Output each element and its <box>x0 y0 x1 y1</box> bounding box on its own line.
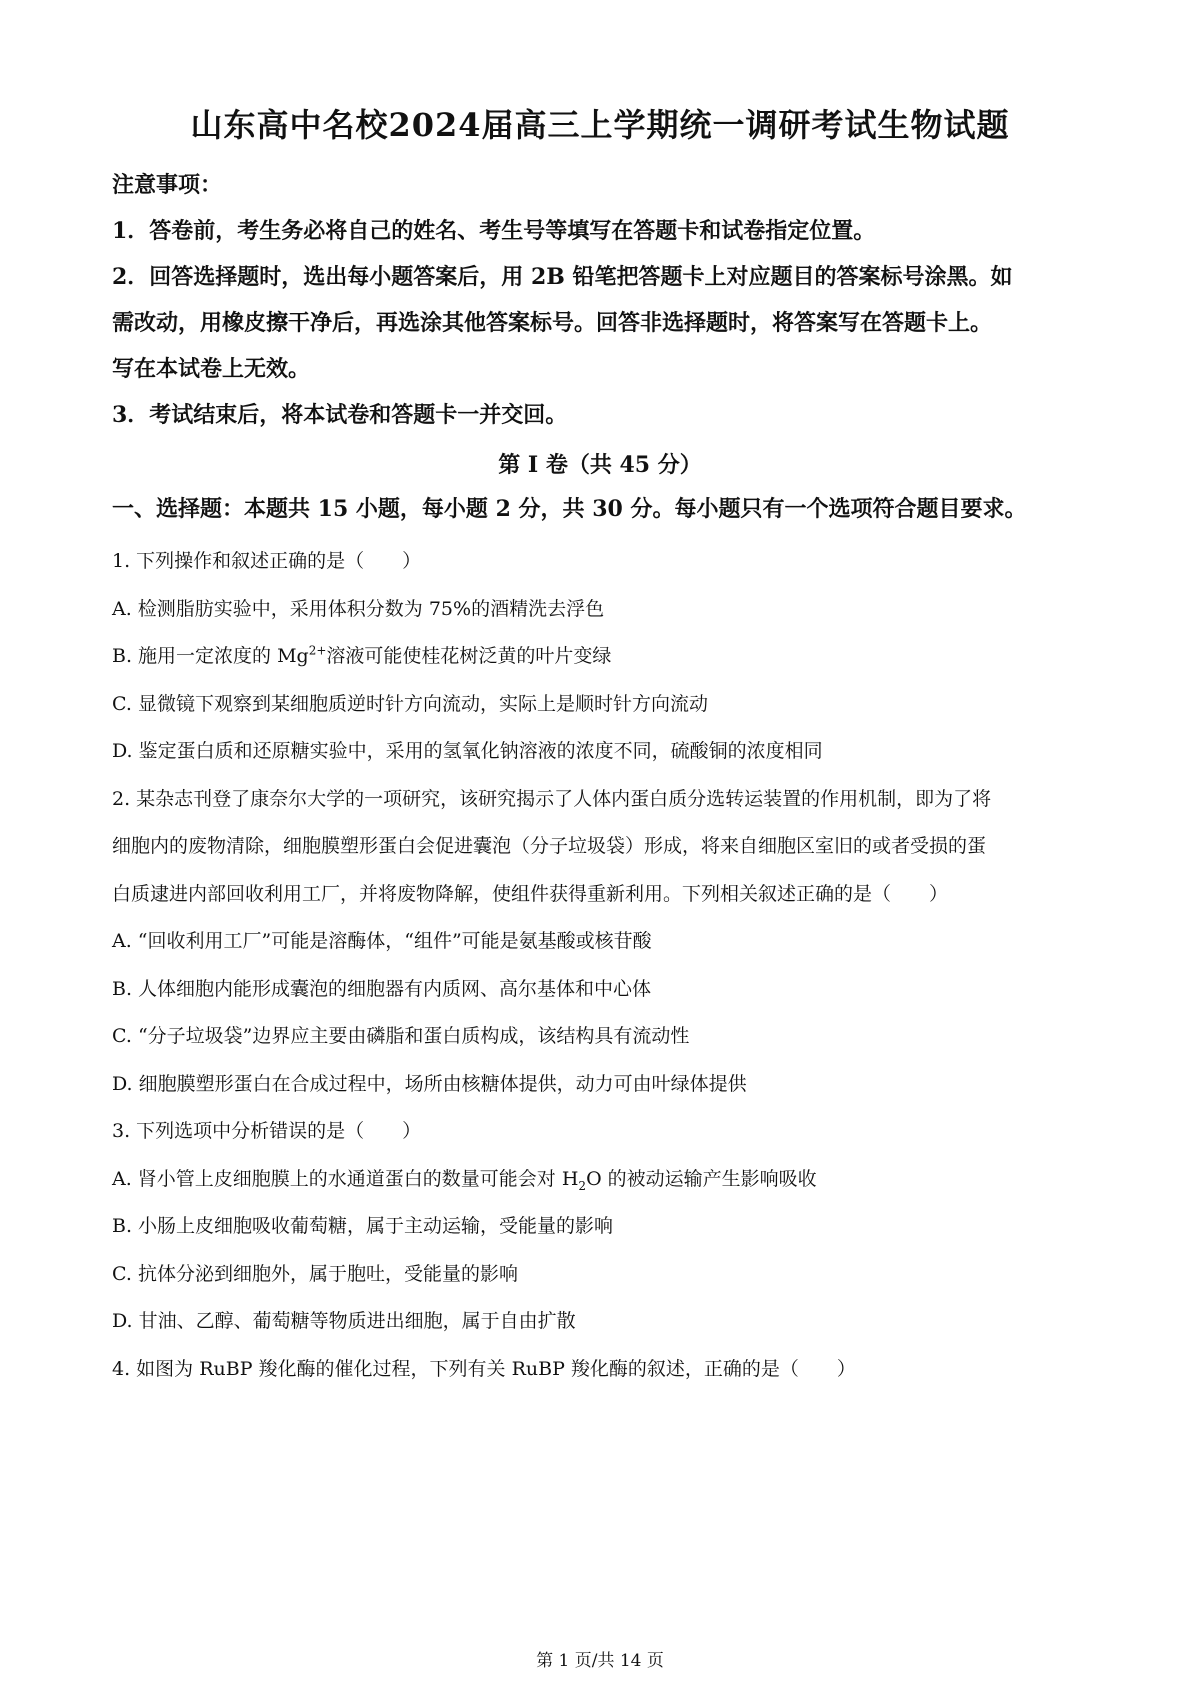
question-2-stem: 细胞内的废物清除，细胞膜塑形蛋白会促进囊泡（分子垃圾袋）形成，将来自细胞区室旧的或者受损的蛋 <box>112 835 987 857</box>
note-line: 2．回答选择题时，选出每小题答案后，用 2B 铅笔把答题卡上对应题目的答案标号涂黑。如 <box>112 264 1013 290</box>
note-line: 写在本试卷上无效。 <box>112 356 311 382</box>
question-2-option-a: A. “回收利用工厂”可能是溶酶体，“组件”可能是氨基酸或核苷酸 <box>112 930 652 952</box>
question-1-option-d: D. 鉴定蛋白质和还原糖实验中，采用的氢氧化钠溶液的浓度不同，硫酸铜的浓度相同 <box>112 740 823 762</box>
question-3-option-a <box>112 1156 1102 1204</box>
question-3-stem: 3. 下列选项中分析错误的是（ ） <box>112 1120 422 1142</box>
question-4-stem: 4. 如图为 RuBP 羧化酶的催化过程，下列有关 RuBP 羧化酶的叙述，正确的是（ ） <box>112 1357 856 1380</box>
note-line: 3．考试结束后，将本试卷和答题卡一并交回。 <box>112 402 568 428</box>
notes-heading: 注意事项： <box>112 172 223 198</box>
subscript: 2 <box>578 1178 587 1193</box>
question-2-stem: 白质逮进内部回收利用工厂，并将废物降解，使组件获得重新利用。下列相关叙述正确的是（ ） <box>112 882 949 905</box>
question-1-stem: 1. 下列操作和叙述正确的是（ ） <box>112 550 422 572</box>
option-text: 溶液可能使桂花树泛黄的叶片变绿 <box>326 645 612 667</box>
question-2-option-b: B. 人体细胞内能形成囊泡的细胞器有内质网、高尔基体和中心体 <box>112 977 652 1000</box>
part-title: 一、选择题：本题共 15 小题，每小题 2 分，共 30 分。每小题只有一个选项符合题目要求。 <box>112 496 1027 522</box>
exam-title: 山东高中名校2024届高三上学期统一调研考试生物试题 <box>190 106 1010 144</box>
question-2-option-c: C. “分子垃圾袋”边界应主要由磷脂和蛋白质构成，该结构具有流动性 <box>112 1025 690 1047</box>
question-2-stem: 2. 某杂志刊登了康奈尔大学的一项研究，该研究揭示了人体内蛋白质分选转运装置的作用机制，即为了将 <box>112 787 992 810</box>
question-3-option-d: D. 甘油、乙醇、葡萄糖等物质进出细胞，属于自由扩散 <box>112 1310 576 1332</box>
questions-list <box>112 538 1102 1393</box>
question-3-option-b: B. 小肠上皮细胞吸收葡萄糖，属于主动运输，受能量的影响 <box>112 1215 614 1237</box>
note-line: 1．答卷前，考生务必将自己的姓名、考生号等填写在答题卡和试卷指定位置。 <box>112 218 876 244</box>
page-footer: 第 1 页/共 14 页 <box>536 1651 664 1671</box>
notes-block <box>112 162 1102 438</box>
superscript: 2+ <box>308 643 327 658</box>
question-1-option-c: C. 显微镜下观察到某细胞质逆时针方向流动，实际上是顺时针方向流动 <box>112 692 708 715</box>
question-3-option-c: C. 抗体分泌到细胞外，属于胞吐，受能量的影响 <box>112 1262 518 1285</box>
section-title: 第 I 卷（共 45 分） <box>498 452 702 478</box>
question-1-option-a: A. 检测脂肪实验中，采用体积分数为 75%的酒精洗去浮色 <box>112 597 605 620</box>
option-text: A. 肾小管上皮细胞膜上的水通道蛋白的数量可能会对 H <box>112 1167 579 1190</box>
option-text: O 的被动运输产生影响吸收 <box>586 1167 817 1190</box>
question-2-option-d: D. 细胞膜塑形蛋白在合成过程中，场所由核糖体提供，动力可由叶绿体提供 <box>112 1072 747 1095</box>
option-text: B. 施用一定浓度的 Mg <box>112 645 309 667</box>
note-line: 需改动，用橡皮擦干净后，再选涂其他答案标号。回答非选择题时，将答案写在答题卡上。 <box>112 310 993 336</box>
question-1-option-b <box>112 633 1102 681</box>
